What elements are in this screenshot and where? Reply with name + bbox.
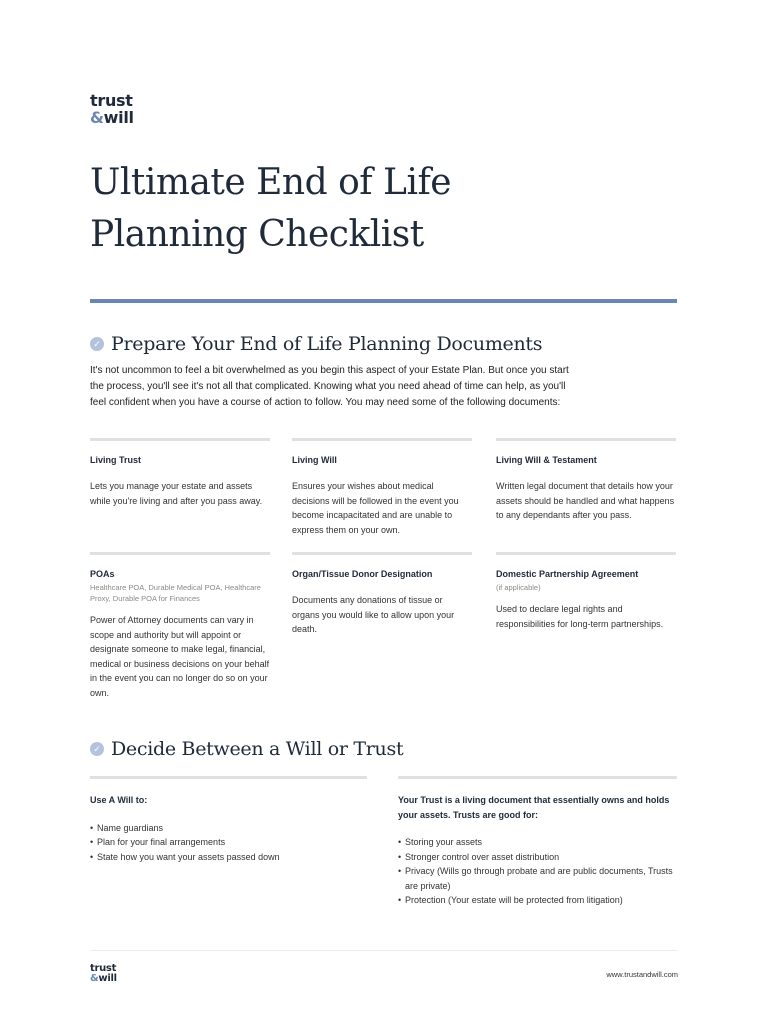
- footer-logo-will: will: [98, 973, 117, 984]
- section-intro-text: It's not uncommon to feel a bit overwhelmed as you begin this aspect of your Estate Plan. But once you start the process, you'll see it's not all that complicated. Knowing what you need ahead of time can help, as you'll feel confident when you have a course of action to follow. You may need some of the following documents:: [90, 365, 569, 408]
- list-item: • Storing your assets: [398, 835, 677, 850]
- document-card-will-testament: [496, 438, 676, 523]
- will-benefits-list: [90, 821, 367, 865]
- card-description: Written legal document that details how your assets should be handled and what happens to any dependants after you pass.: [496, 481, 675, 520]
- page-title-line2: Planning Checklist: [90, 214, 424, 255]
- section-heading-text: Prepare Your End of Life Planning Documents: [111, 333, 543, 355]
- card-divider: [496, 438, 676, 441]
- will-column: [90, 776, 367, 864]
- footer-logo-line1: trust: [90, 963, 117, 974]
- trust-column-title: Your Trust is a living document that essentially owns and holds your assets. Trusts are good for:: [398, 795, 670, 820]
- checkmark-icon: ✓: [90, 742, 104, 756]
- card-divider: [292, 552, 472, 555]
- list-item: • Stronger control over asset distribution: [398, 850, 677, 865]
- section-heading-text: Decide Between a Will or Trust: [111, 738, 404, 760]
- footer-logo-line2: [90, 974, 117, 984]
- title-divider: [90, 299, 677, 303]
- card-divider: [90, 552, 270, 555]
- checkmark-icon: ✓: [90, 337, 104, 351]
- card-description: Used to declare legal rights and responsibilities for long-term partnerships.: [496, 604, 664, 629]
- card-title: Living Will & Testament: [496, 455, 597, 465]
- trust-benefits-list: [398, 835, 677, 908]
- page-title: [90, 157, 650, 261]
- card-title: Organ/Tissue Donor Designation: [292, 569, 433, 579]
- footer-brand-logo: [90, 964, 117, 984]
- brand-logo-will: will: [103, 108, 134, 127]
- card-description: Ensures your wishes about medical decisions will be followed in the event you become incapacitated and are unable to express them on your own.: [292, 481, 459, 535]
- section-heading-documents: [90, 333, 542, 355]
- brand-logo-line1: trust: [90, 91, 133, 110]
- brand-logo: [90, 93, 134, 126]
- list-item: • Name guardians: [90, 821, 367, 836]
- brand-ampersand: &: [90, 108, 104, 127]
- card-subtitle: Healthcare POA, Durable Medical POA, Healthcare Proxy, Durable POA for Finances: [90, 583, 261, 603]
- card-title: POAs: [90, 569, 115, 579]
- card-title: Living Will: [292, 455, 337, 465]
- document-card-domestic-partnership: [496, 552, 676, 631]
- will-column-title: Use A Will to:: [90, 795, 148, 805]
- page-title-line1: Ultimate End of Life: [90, 162, 452, 203]
- card-description: Power of Attorney documents can vary in scope and authority but will appoint or designate someone to make legal, financial, medical or business decisions on your behalf in the event you can no longer do so on your own.: [90, 615, 270, 698]
- column-divider: [398, 776, 677, 779]
- document-card-poas: [90, 552, 270, 700]
- card-title: Living Trust: [90, 455, 142, 465]
- trust-column: [398, 776, 677, 908]
- list-item: • Protection (Your estate will be protected from litigation): [398, 893, 677, 908]
- card-divider: [90, 438, 270, 441]
- section-heading-will-or-trust: [90, 738, 403, 760]
- footer-website-link[interactable]: www.trustandwill.com: [606, 970, 678, 979]
- list-item: • State how you want your assets passed down: [90, 850, 367, 865]
- card-divider: [496, 552, 676, 555]
- footer-divider: [90, 950, 677, 951]
- brand-logo-line2: [90, 110, 134, 126]
- card-description: Lets you manage your estate and assets while you're living and after you pass away.: [90, 481, 263, 506]
- document-card-organ-donor: [292, 552, 472, 637]
- footer-ampersand: &: [90, 973, 99, 984]
- document-card-living-trust: [90, 438, 270, 508]
- card-divider: [292, 438, 472, 441]
- card-description: Documents any donations of tissue or organs you would like to allow upon your death.: [292, 595, 455, 634]
- card-title: Domestic Partnership Agreement: [496, 569, 639, 579]
- list-item: • Plan for your final arrangements: [90, 835, 367, 850]
- column-divider: [90, 776, 367, 779]
- list-item: • Privacy (Wills go through probate and are public documents, Trusts are private): [398, 864, 677, 893]
- card-subtitle: (if applicable): [496, 583, 541, 592]
- document-card-living-will: [292, 438, 472, 537]
